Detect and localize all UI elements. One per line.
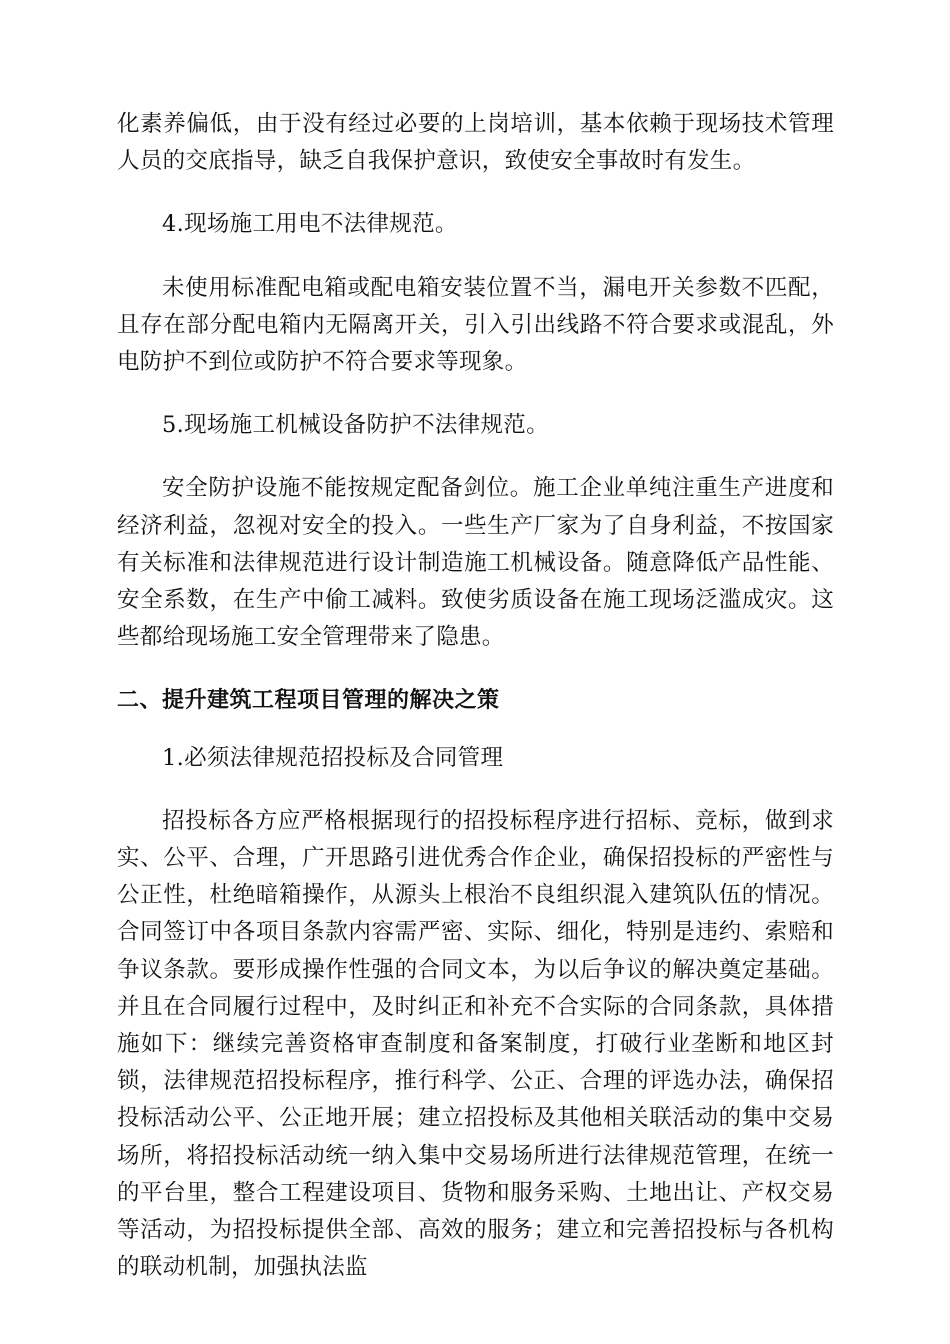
spacer [117, 720, 834, 740]
paragraph-machinery: 安全防护设施不能按规定配备剑位。施工企业单纯注重生产进度和经济利益，忽视对安全的投入。一些生产厂家为了自身利益，不按国家有关标准和法律规范进行设计制造施工机械设备。随意降低产品性能、安全系数，在生产中偷工减料。致使劣质设备在施工现场泛滥成灾。这些都给现场施工安全管理带来了隐患。 [117, 475, 834, 651]
spacer [117, 381, 834, 407]
spacer [117, 244, 834, 270]
list-item-5: 5.现场施工机械设备防护不法律规范。 [162, 412, 549, 439]
paragraph-continuation: 化素养偏低，由于没有经过必要的上岗培训，基本依赖于现场技术管理人员的交底指导，缺乏自我保护意识，致使安全事故时有发生。 [117, 111, 834, 175]
list-item-4: 4.现场施工用电不法律规范。 [162, 211, 458, 238]
spacer [117, 444, 834, 470]
document-body [117, 106, 834, 1286]
list-item-1: 1.必须法律规范招投标及合同管理 [162, 744, 504, 771]
paragraph-bidding: 招投标各方应严格根据现行的招投标程序进行招标、竞标，做到求实、公平、合理，广开思路引进优秀合作企业，确保招投标的严密性与公正性，杜绝暗箱操作，从源头上根治不良组织混入建筑队伍的情况。合同签订中各项目条款内容需严密、实际、细化，特别是违约、索赔和争议条款。要形成操作性强的合同文本，为以后争议的解决奠定基础。并且在合同履行过程中，及时纠正和补充不合实际的合同条款，具体措施如下：继续完善资格审查制度和备案制度，打破行业垄断和地区封锁，法律规范招投标程序，推行科学、公正、合理的评选办法，确保招投标活动公平、公正地开展；建立招投标及其他相关联活动的集中交易场所，将招投标活动统一纳入集中交易场所进行法律规范管理，在统一的平台里，整合工程建设项目、货物和服务采购、土地出让、产权交易等活动，为招投标提供全部、高效的服务；建立和完善招投标与各机构的联动机制，加强执法监 [117, 807, 834, 1281]
section-heading-2: 二、提升建筑工程项目管理的解决之策 [117, 688, 500, 714]
spacer [117, 180, 834, 206]
paragraph-electricity: 未使用标准配电箱或配电箱安装位置不当，漏电开关参数不匹配，且存在部分配电箱内无隔离开关，引入引出线路不符合要求或混乱，外电防护不到位或防护不符合要求等现象。 [117, 274, 834, 376]
spacer [117, 656, 834, 682]
spacer [117, 777, 834, 803]
